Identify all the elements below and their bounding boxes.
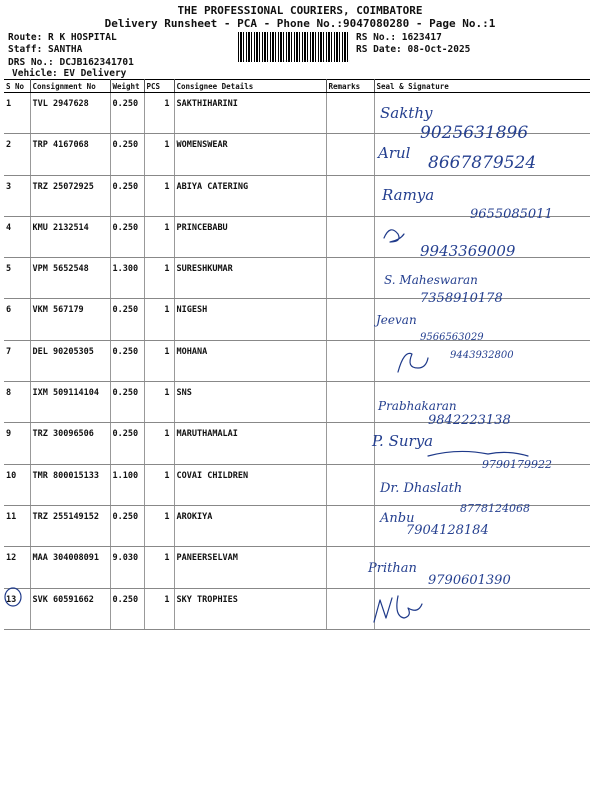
signature-phone: 8667879524	[428, 153, 537, 173]
cell-consignee: COVAI CHILDREN	[174, 464, 326, 505]
signature-phone: 7904128184	[406, 523, 489, 538]
cell-pcs: 1	[144, 299, 174, 340]
signature-phone: 9842223138	[428, 413, 511, 428]
cell-pcs: 1	[144, 340, 174, 381]
cell-consignee: ABIYA CATERING	[174, 175, 326, 216]
signature-phone: 8778124068	[460, 502, 530, 515]
cell-sno: 13	[4, 588, 30, 629]
signature-phone: 9566563029	[420, 332, 484, 343]
company-title: THE PROFESSIONAL COURIERS, COIMBATORE	[177, 4, 423, 17]
cell-sno: 1	[4, 93, 30, 134]
cell-sno: 8	[4, 382, 30, 423]
signature-scribble	[374, 596, 422, 622]
cell-sno: 4	[4, 216, 30, 257]
col-remarks: Remarks	[326, 80, 374, 93]
col-consignee: Consignee Details	[174, 80, 326, 93]
cell-weight: 0.250	[110, 505, 144, 546]
rs-date: RS Date: 08-Oct-2025	[356, 44, 471, 55]
signature-phone: 7358910178	[420, 291, 503, 306]
col-weight: Weight	[110, 80, 144, 93]
staff-label: Staff: SANTHA	[8, 44, 83, 55]
signature-name: Dr. Dhaslath	[380, 481, 463, 496]
cell-weight: 9.030	[110, 547, 144, 588]
cell-weight: 0.250	[110, 423, 144, 464]
strike-through-mark	[428, 451, 528, 456]
cell-consignee: MOHANA	[174, 340, 326, 381]
signature-scribble	[398, 353, 428, 372]
cell-weight: 1.300	[110, 258, 144, 299]
cell-consignment: TRP 4167068	[30, 134, 110, 175]
col-signature: Seal & Signature	[374, 80, 590, 93]
cell-consignment: IXM 509114104	[30, 382, 110, 423]
cell-consignment: TRZ 25072925	[30, 175, 110, 216]
cell-consignee: AROKIYA	[174, 505, 326, 546]
cell-sno: 10	[4, 464, 30, 505]
cell-weight: 0.250	[110, 299, 144, 340]
cell-weight: 0.250	[110, 93, 144, 134]
cell-consignment: TMR 800015133	[30, 464, 110, 505]
signature-name: Arul	[378, 144, 411, 162]
cell-consignee: WOMENSWEAR	[174, 134, 326, 175]
signature-phone: 9790601390	[428, 573, 511, 588]
cell-consignment: TVL 2947628	[30, 93, 110, 134]
cell-sno: 9	[4, 423, 30, 464]
cell-consignee: SNS	[174, 382, 326, 423]
cell-consignment: KMU 2132514	[30, 216, 110, 257]
cell-pcs: 1	[144, 382, 174, 423]
cell-consignment: MAA 304008091	[30, 547, 110, 588]
cell-pcs: 1	[144, 547, 174, 588]
col-consignment: Consignment No	[30, 80, 110, 93]
signature-name: Sakthy	[380, 104, 433, 122]
cell-consignee: MARUTHAMALAI	[174, 423, 326, 464]
cell-consignee: NIGESH	[174, 299, 326, 340]
signature-name: P. Surya	[372, 432, 434, 450]
signature-name: Prabhakaran	[378, 399, 457, 413]
cell-sno: 12	[4, 547, 30, 588]
col-sno: S No	[4, 80, 30, 93]
cell-consignment: VPM 5652548	[30, 258, 110, 299]
cell-weight: 0.250	[110, 134, 144, 175]
rs-number: RS No.: 1623417	[356, 32, 442, 43]
cell-sno: 3	[4, 175, 30, 216]
cell-sno: 2	[4, 134, 30, 175]
signature-name: S. Maheswaran	[384, 273, 478, 287]
cell-consignment: TRZ 30096506	[30, 423, 110, 464]
signature-phone: 9655085011	[470, 207, 553, 222]
cell-pcs: 1	[144, 134, 174, 175]
cell-weight: 1.100	[110, 464, 144, 505]
cell-pcs: 1	[144, 423, 174, 464]
cell-consignee: SURESHKUMAR	[174, 258, 326, 299]
route-label: Route: R K HOSPITAL	[8, 32, 117, 43]
cell-pcs: 1	[144, 464, 174, 505]
cell-consignment: DEL 90205305	[30, 340, 110, 381]
signature-name: Ramya	[382, 186, 435, 204]
cell-consignee: PANEERSELVAM	[174, 547, 326, 588]
cell-weight: 0.250	[110, 588, 144, 629]
signature-phone: 9443932800	[450, 350, 514, 361]
runsheet-subtitle: Delivery Runsheet - PCA - Phone No.:9047080280 - Page No.:1	[104, 17, 496, 30]
cell-consignment: TRZ 255149152	[30, 505, 110, 546]
cell-consignee: PRINCEBABU	[174, 216, 326, 257]
cell-consignment: VKM 567179	[30, 299, 110, 340]
signature-name: Anbu	[380, 511, 415, 526]
signature-phone: 9790179922	[482, 458, 552, 471]
vehicle-label: Vehicle: EV Delivery	[12, 68, 127, 79]
drs-number: DRS No.: DCJB162341701	[8, 57, 134, 68]
cell-pcs: 1	[144, 258, 174, 299]
signature-phone: 9943369009	[420, 242, 516, 260]
cell-consignment: SVK 60591662	[30, 588, 110, 629]
cell-weight: 0.250	[110, 340, 144, 381]
signature-name: Jeevan	[376, 313, 417, 327]
signature-scribble	[384, 230, 404, 242]
cell-sno: 6	[4, 299, 30, 340]
cell-weight: 0.250	[110, 382, 144, 423]
cell-weight: 0.250	[110, 216, 144, 257]
row-13-circle-mark	[5, 588, 21, 606]
cell-consignee: SKY TROPHIES	[174, 588, 326, 629]
signature-name: Prithan	[368, 561, 417, 576]
col-pcs: PCS	[144, 80, 174, 93]
cell-pcs: 1	[144, 175, 174, 216]
cell-pcs: 1	[144, 505, 174, 546]
cell-pcs: 1	[144, 588, 174, 629]
cell-pcs: 1	[144, 93, 174, 134]
cell-pcs: 1	[144, 216, 174, 257]
cell-sno: 11	[4, 505, 30, 546]
cell-sno: 7	[4, 340, 30, 381]
signature-phone: 9025631896	[420, 123, 529, 143]
cell-weight: 0.250	[110, 175, 144, 216]
cell-sno: 5	[4, 258, 30, 299]
cell-consignee: SAKTHIHARINI	[174, 93, 326, 134]
